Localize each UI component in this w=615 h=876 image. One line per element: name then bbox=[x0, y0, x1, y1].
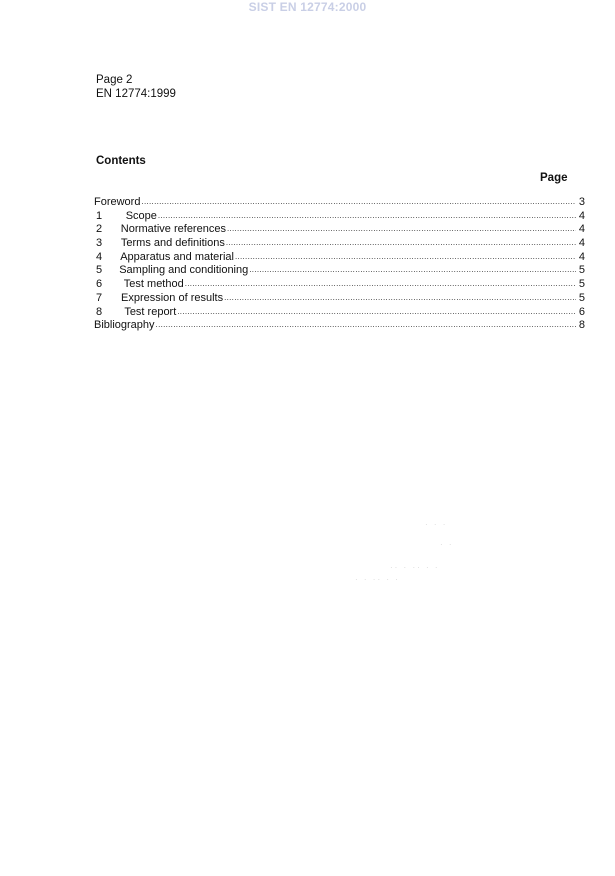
toc-entry-number: 6 bbox=[96, 278, 103, 291]
watermark: SIST EN 12774:2000 bbox=[248, 0, 367, 14]
toc-entry-title: Normative references bbox=[120, 223, 226, 236]
toc-entry-test-report[interactable] bbox=[94, 306, 585, 320]
toc-leader-dots bbox=[185, 277, 576, 289]
scan-noise: · · bbox=[440, 540, 454, 549]
page-number: Page 2 bbox=[96, 74, 133, 86]
toc-leader-dots bbox=[249, 263, 576, 275]
toc-entry-page: 4 bbox=[578, 237, 585, 250]
page-header bbox=[96, 73, 176, 101]
toc-entry-page: 4 bbox=[578, 209, 585, 222]
toc-entry-title: Apparatus and material bbox=[120, 250, 234, 263]
toc-entry-sampling-and-conditioning[interactable] bbox=[94, 264, 585, 278]
scan-noise: ·· · ·· · · bbox=[390, 563, 440, 572]
toc-entry-title: Bibliography bbox=[94, 319, 155, 332]
toc-entry-foreword[interactable] bbox=[94, 196, 585, 210]
toc-entry-number: 2 bbox=[96, 223, 103, 236]
toc-entry-page: 5 bbox=[578, 291, 585, 304]
toc-entry-page: 8 bbox=[578, 319, 585, 332]
toc-entry-page: 3 bbox=[578, 196, 585, 208]
scan-noise: · · ·· · · bbox=[355, 575, 400, 584]
toc-entry-title: Sampling and conditioning bbox=[119, 264, 249, 277]
toc-entry-bibliography[interactable] bbox=[94, 319, 585, 333]
toc-leader-dots bbox=[226, 236, 576, 248]
toc-entry-page: 5 bbox=[578, 264, 585, 277]
toc-leader-dots bbox=[224, 291, 576, 303]
toc-leader-dots bbox=[177, 305, 576, 317]
toc-entry-expression-of-results[interactable] bbox=[94, 292, 585, 306]
toc-entry-number: 7 bbox=[96, 291, 103, 304]
toc-entry-title: Test method bbox=[123, 278, 184, 291]
toc-entry-title: Expression of results bbox=[121, 291, 224, 304]
toc-entry-title: Test report bbox=[124, 305, 177, 318]
toc-entry-page: 4 bbox=[578, 250, 585, 263]
toc-entry-page: 6 bbox=[578, 305, 585, 318]
toc-entry-title: Foreword bbox=[94, 196, 141, 208]
toc-entry-number: 5 bbox=[96, 264, 103, 277]
toc-leader-dots bbox=[156, 318, 576, 330]
toc-entry-apparatus-and-material[interactable] bbox=[94, 251, 585, 265]
page-column-label: Page bbox=[540, 172, 568, 184]
toc-entry-title: Scope bbox=[125, 209, 157, 222]
toc-entry-title: Terms and definitions bbox=[120, 237, 225, 250]
toc-leader-dots bbox=[227, 222, 576, 234]
table-of-contents bbox=[94, 196, 585, 333]
toc-entry-terms-and-definitions[interactable] bbox=[94, 237, 585, 251]
contents-title: Contents bbox=[96, 155, 146, 167]
toc-leader-dots bbox=[158, 209, 576, 221]
toc-leader-dots bbox=[141, 195, 576, 207]
toc-entry-number: 4 bbox=[96, 250, 103, 263]
toc-entry-normative-references[interactable] bbox=[94, 223, 585, 237]
toc-entry-number: 1 bbox=[96, 209, 103, 222]
toc-entry-scope[interactable] bbox=[94, 210, 585, 224]
toc-entry-page: 5 bbox=[578, 278, 585, 291]
standard-id: EN 12774:1999 bbox=[96, 88, 176, 100]
toc-entry-number: 8 bbox=[96, 305, 103, 318]
toc-leader-dots bbox=[235, 250, 576, 262]
scan-noise: · · · bbox=[425, 520, 448, 529]
toc-entry-number: 3 bbox=[96, 237, 103, 250]
toc-entry-test-method[interactable] bbox=[94, 278, 585, 292]
toc-entry-page: 4 bbox=[578, 223, 585, 236]
